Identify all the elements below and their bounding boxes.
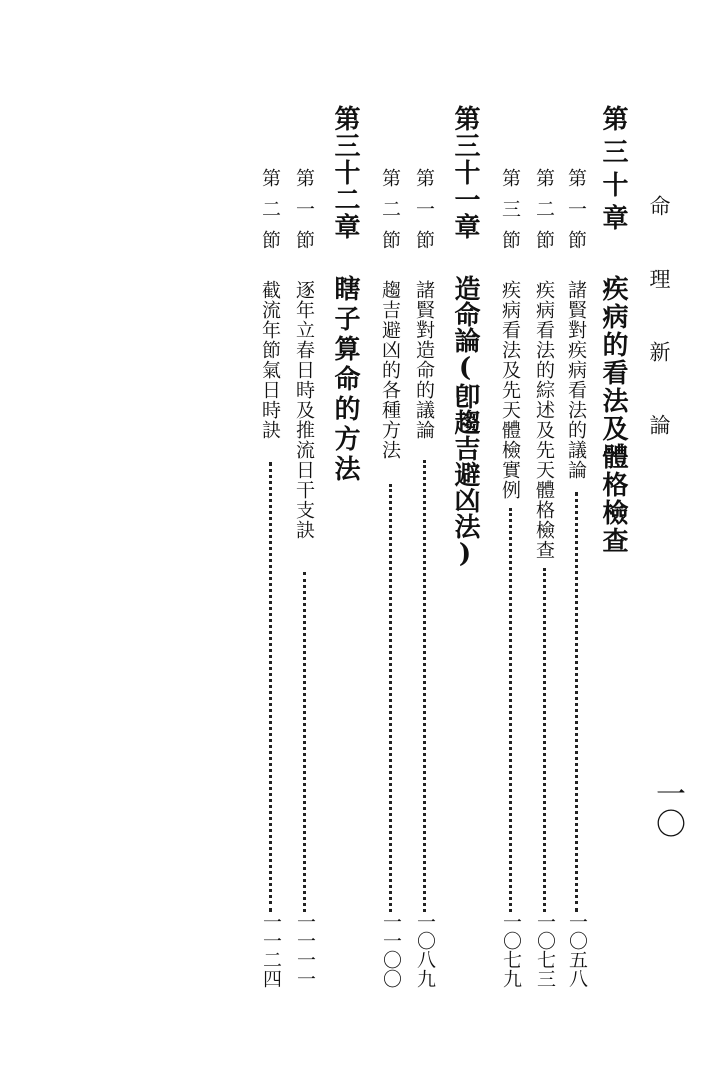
- section-32-1-title: 逐年立春日時及推流日干支訣: [293, 280, 315, 540]
- section-32-1-page: 一一一一: [294, 912, 316, 988]
- running-title: 命 理 新 論: [647, 195, 671, 449]
- chapter-30-title: 疾病的看法及體格檢查: [598, 275, 628, 555]
- section-31-1-page: 一〇八九: [414, 912, 436, 988]
- chapter-30-label: 第三十章: [598, 105, 628, 237]
- section-31-1-leaders: [423, 460, 426, 912]
- section-30-2-label: 第二節: [533, 168, 555, 261]
- section-31-1-label: 第一節: [413, 168, 435, 261]
- chapter-31-title: 造命論(卽趨吉避凶法): [450, 275, 480, 569]
- section-30-1-label: 第一節: [565, 168, 587, 261]
- section-30-1-leaders: [575, 492, 578, 912]
- section-30-3-label: 第三節: [499, 168, 521, 261]
- section-31-2-leaders: [389, 484, 392, 912]
- section-32-2-leaders: [269, 462, 272, 912]
- section-32-2-page: 一一二四: [260, 912, 282, 988]
- section-30-2-page: 一〇七三: [534, 912, 556, 988]
- section-32-2-title: 截流年節氣日時訣: [259, 280, 281, 440]
- chapter-32-label: 第三十二章: [330, 105, 360, 240]
- section-31-1-title: 諸賢對造命的議論: [413, 280, 435, 440]
- page-number: 一〇: [650, 778, 685, 838]
- section-31-2-label: 第二節: [379, 168, 401, 261]
- section-30-2-title: 疾病看法的綜述及先天體格檢查: [533, 280, 555, 560]
- chapter-32-title: 瞎子算命的方法: [330, 275, 360, 485]
- section-32-1-leaders: [303, 572, 306, 912]
- chapter-31-label: 第三十一章: [450, 105, 480, 240]
- section-31-2-title: 趨吉避凶的各種方法: [379, 280, 401, 460]
- section-32-2-label: 第二節: [259, 168, 281, 261]
- section-31-2-page: 一一〇〇: [380, 912, 402, 988]
- section-30-3-title: 疾病看法及先天體檢實例: [499, 280, 521, 500]
- section-30-1-title: 諸賢對疾病看法的議論: [565, 280, 587, 480]
- section-30-3-leaders: [509, 508, 512, 912]
- section-32-1-label: 第一節: [293, 168, 315, 261]
- section-30-1-page: 一〇五八: [566, 912, 588, 988]
- section-30-3-page: 一〇七九: [500, 912, 522, 988]
- section-30-2-leaders: [543, 568, 546, 912]
